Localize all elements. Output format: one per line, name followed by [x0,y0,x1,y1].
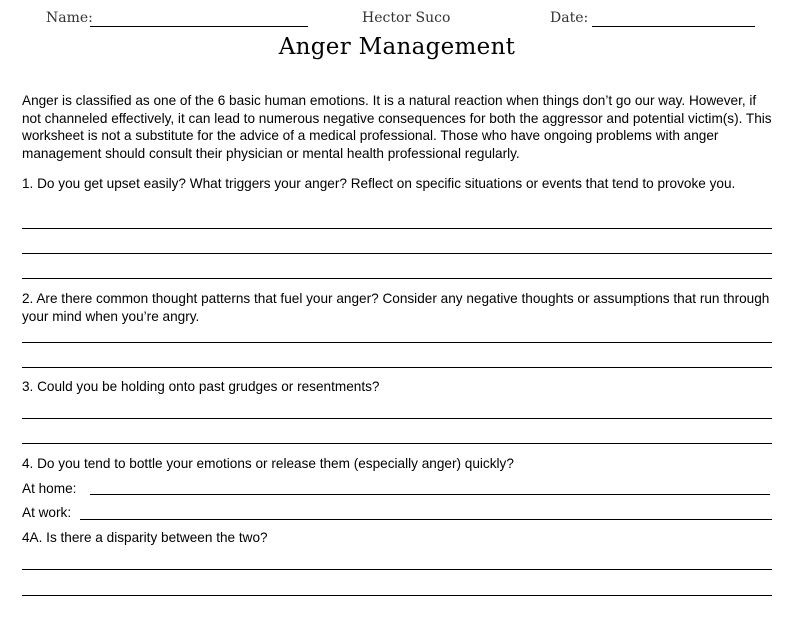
date-field[interactable] [592,26,755,27]
answer-line[interactable] [22,228,772,229]
author-name: Hector Suco [362,10,451,26]
at-home-label: At home: [22,481,77,496]
name-field[interactable] [90,26,308,27]
intro-paragraph: Anger is classified as one of the 6 basic human emotions. It is a natural reaction when things don’t go our way. However, if not channeled effectively, it can lead to numerous negative consequences for both the aggressor and potential victim(s). This worksheet is not a substitute for the advice of a medical professional. Those who have ongoing problems with anger management should consult their physician or mental health professional regularly. [22,93,772,161]
answer-line[interactable] [22,367,772,368]
question-2: 2. Are there common thought patterns that fuel your anger? Consider any negative thoughts or assumptions that run through your mind when you’re angry. [22,291,770,324]
name-label: Name: [46,10,93,26]
question-4a: 4A. Is there a disparity between the two? [22,530,268,545]
page-title: Anger Management [278,34,516,60]
question-1: 1. Do you get upset easily? What triggers your anger? Reflect on specific situations or events that tend to provoke you. [22,176,736,191]
answer-line[interactable] [22,278,772,279]
at-work-field[interactable] [80,519,772,520]
answer-line[interactable] [22,569,772,570]
answer-line[interactable] [22,418,772,419]
answer-line[interactable] [22,595,772,596]
answer-line[interactable] [22,253,772,254]
at-home-field[interactable] [90,494,770,495]
answer-line[interactable] [22,342,772,343]
date-label: Date: [550,10,589,26]
question-4: 4. Do you tend to bottle your emotions or release them (especially anger) quickly? [22,456,514,471]
question-3: 3. Could you be holding onto past grudges or resentments? [22,379,380,394]
at-work-label: At work: [22,505,72,520]
answer-line[interactable] [22,443,772,444]
